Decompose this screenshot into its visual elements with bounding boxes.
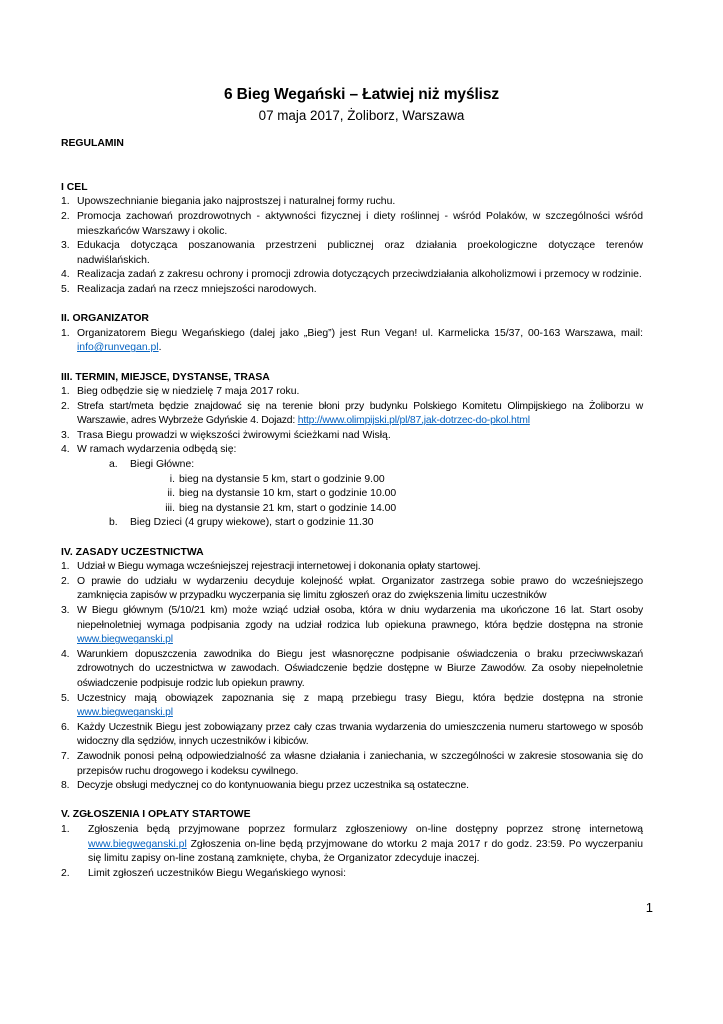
list-item: 1. Organizatorem Biegu Wegańskiego (dalej jako „Bieg”) jest Run Vegan! ul. Karmelicka 15/37, 00-163 Warszawa, mail: info@runvegan.pl.: [61, 327, 643, 354]
website-link[interactable]: www.biegweganski.pl: [77, 707, 173, 719]
list-item: 4. Warunkiem dopuszczenia zawodnika do Biegu jest własnoręczne podpisanie oświadczenia o braku przeciwwskazań zdrowotnych do uczestnictwa w zawodach. Oświadczenie będzie dostępne w Biurze Zawodów. Za osoby niepełnoletnie oświadczenie podpisuje rodzic lub opiekun prawny.: [61, 648, 643, 689]
list-item: 2. Strefa start/meta będzie znajdować się na terenie błoni przy budynku Polskiego Komitetu Olimpijskiego na Żoliborzu w Warszawie, adres Wybrzeże Gdyńskie 4. Dojazd: http://www.olimpijski.pl/pl/87,jak-dotrzec-do-pkol.html: [61, 400, 643, 427]
list-item: 3. Edukacja dotycząca poszanowania przestrzeni publicznej oraz działania proekologiczne dotyczące terenów nadwiślańskich.: [61, 240, 643, 266]
list-item: 3. W Biegu głównym (5/10/21 km) może wziąć udział osoba, która w dniu wydarzenia ma ukończone 16 lat. Start osoby niepełnoletniej wymaga podpisania zgody na udział rodzica lub opiekuna prawnego, która będzie dostępna na stronie www.biegweganski.pl: [61, 605, 643, 646]
list-item: 8. Decyzje obsługi medycznej co do kontynuowania biegu przez uczestnika są ostateczne.: [61, 780, 469, 792]
section-2-list: [61, 327, 643, 356]
list-item: 6. Każdy Uczestnik Biegu jest zobowiązany przez cały czas trwania wydarzenia do umieszczenia numeru startowego w sposób widoczny dla sędziów, innych uczestników i kibiców.: [61, 721, 643, 748]
list-item: 4. Realizacja zadań z zakresu ochrony i promocji zdrowia dotyczących przeciwdziałania alkoholizmowi i przemocy w rodzinie.: [61, 269, 642, 281]
website-link[interactable]: www.biegweganski.pl: [88, 838, 187, 850]
list-item: 3. Trasa Biegu prowadzi w większości żwirowymi ścieżkami nad Wisłą.: [61, 429, 391, 441]
sub-sub-item: i. bieg na dystansie 5 km, start o godzinie 9.00: [169, 473, 385, 485]
section-5-list: [61, 823, 643, 881]
list-item: 5. Realizacja zadań na rzecz mniejszości narodowych.: [61, 283, 317, 295]
list-item: 1. Bieg odbędzie się w niedzielę 7 maja 2017 roku.: [61, 386, 300, 398]
document-subtitle: 07 maja 2017, Żoliborz, Warszawa: [258, 108, 465, 123]
list-item: 2. Promocja zachowań prozdrowotnych - aktywności fizycznej i diety roślinnej - wśród Polaków, w szczególności wśród mieszkańców Warszawy i okolic.: [61, 210, 643, 237]
section-3-heading: III. TERMIN, MIEJSCE, DYSTANSE, TRASA: [61, 371, 270, 383]
olimpijski-link[interactable]: http://www.olimpijski.pl/pl/87,jak-dotrzec-do-pkol.html: [297, 415, 530, 427]
list-item: 5. Uczestnicy mają obowiązek zapoznania się z mapą przebiegu trasy Biegu, która będzie dostępna na stronie www.biegweganski.pl: [61, 692, 643, 719]
list-item: 1. Upowszechnianie biegania jako najprostszej i naturalnej formy ruchu.: [61, 196, 396, 208]
website-link[interactable]: www.biegweganski.pl: [77, 634, 173, 646]
section-1-list: [61, 195, 643, 297]
section-2-heading: II. ORGANIZATOR: [61, 313, 149, 325]
list-item: 1. Udział w Biegu wymaga wcześniejszej rejestracji internetowej i dokonania opłaty startowej.: [61, 561, 481, 573]
document-title: 6 Bieg Wegański – Łatwiej niż myślisz: [223, 86, 500, 103]
list-item: 2. Limit zgłoszeń uczestników Biegu Wegańskiego wynosi:: [61, 867, 346, 879]
section-3-list: [61, 385, 643, 458]
sub-item-b: b. Bieg Dzieci (4 grupy wiekowe), start o godzinie 11.30: [109, 517, 374, 529]
section-5-heading: V. ZGŁOSZENIA I OPŁATY STARTOWE: [61, 809, 251, 821]
email-link[interactable]: info@runvegan.pl: [77, 342, 159, 354]
section-4-list: [61, 560, 643, 794]
list-item: 4. W ramach wydarzenia odbędą się:: [61, 444, 237, 456]
sub-sub-item: ii. bieg na dystansie 10 km, start o godzinie 10.00: [167, 488, 397, 500]
section-1-heading: I CEL: [61, 181, 88, 193]
regulamin-heading: REGULAMIN: [61, 138, 124, 149]
list-item: 7. Zawodnik ponosi pełną odpowiedzialność za własne działania i zaniechania, w szczególności w zakresie stosowania się do przepisów ruchu drogowego i kodeksu cywilnego.: [61, 750, 643, 777]
sub-item-a: a. Biegi Główne:: [109, 459, 195, 471]
section-4-heading: IV. ZASADY UCZESTNICTWA: [61, 546, 204, 558]
document-body: [61, 137, 643, 881]
list-item: 1. Zgłoszenia będą przyjmowane poprzez formularz zgłoszeniowy on-line dostępny poprzez stronę internetową www.biegweganski.pl Zgłoszenia on-line będą przyjmowane do wtorku 2 maja 2017 r do godz. 23:59. Po wyczerpaniu się limitu zapisy on-line zostaną zamknięte, chyba, że Organizator zdecyduje inaczej.: [61, 823, 643, 865]
list-item: 2. O prawie do udziału w wydarzeniu decyduje kolejność wpłat. Organizator zastrzega sobie prawo do wcześniejszego zamknięcia zapisów w przypadku wyczerpania się limitu zgłoszeń oraz do zwiększenia limitu uczestników: [61, 575, 643, 602]
page-number: 1: [645, 900, 653, 915]
sub-sub-item: iii. bieg na dystansie 21 km, start o godzinie 14.00: [165, 502, 397, 514]
